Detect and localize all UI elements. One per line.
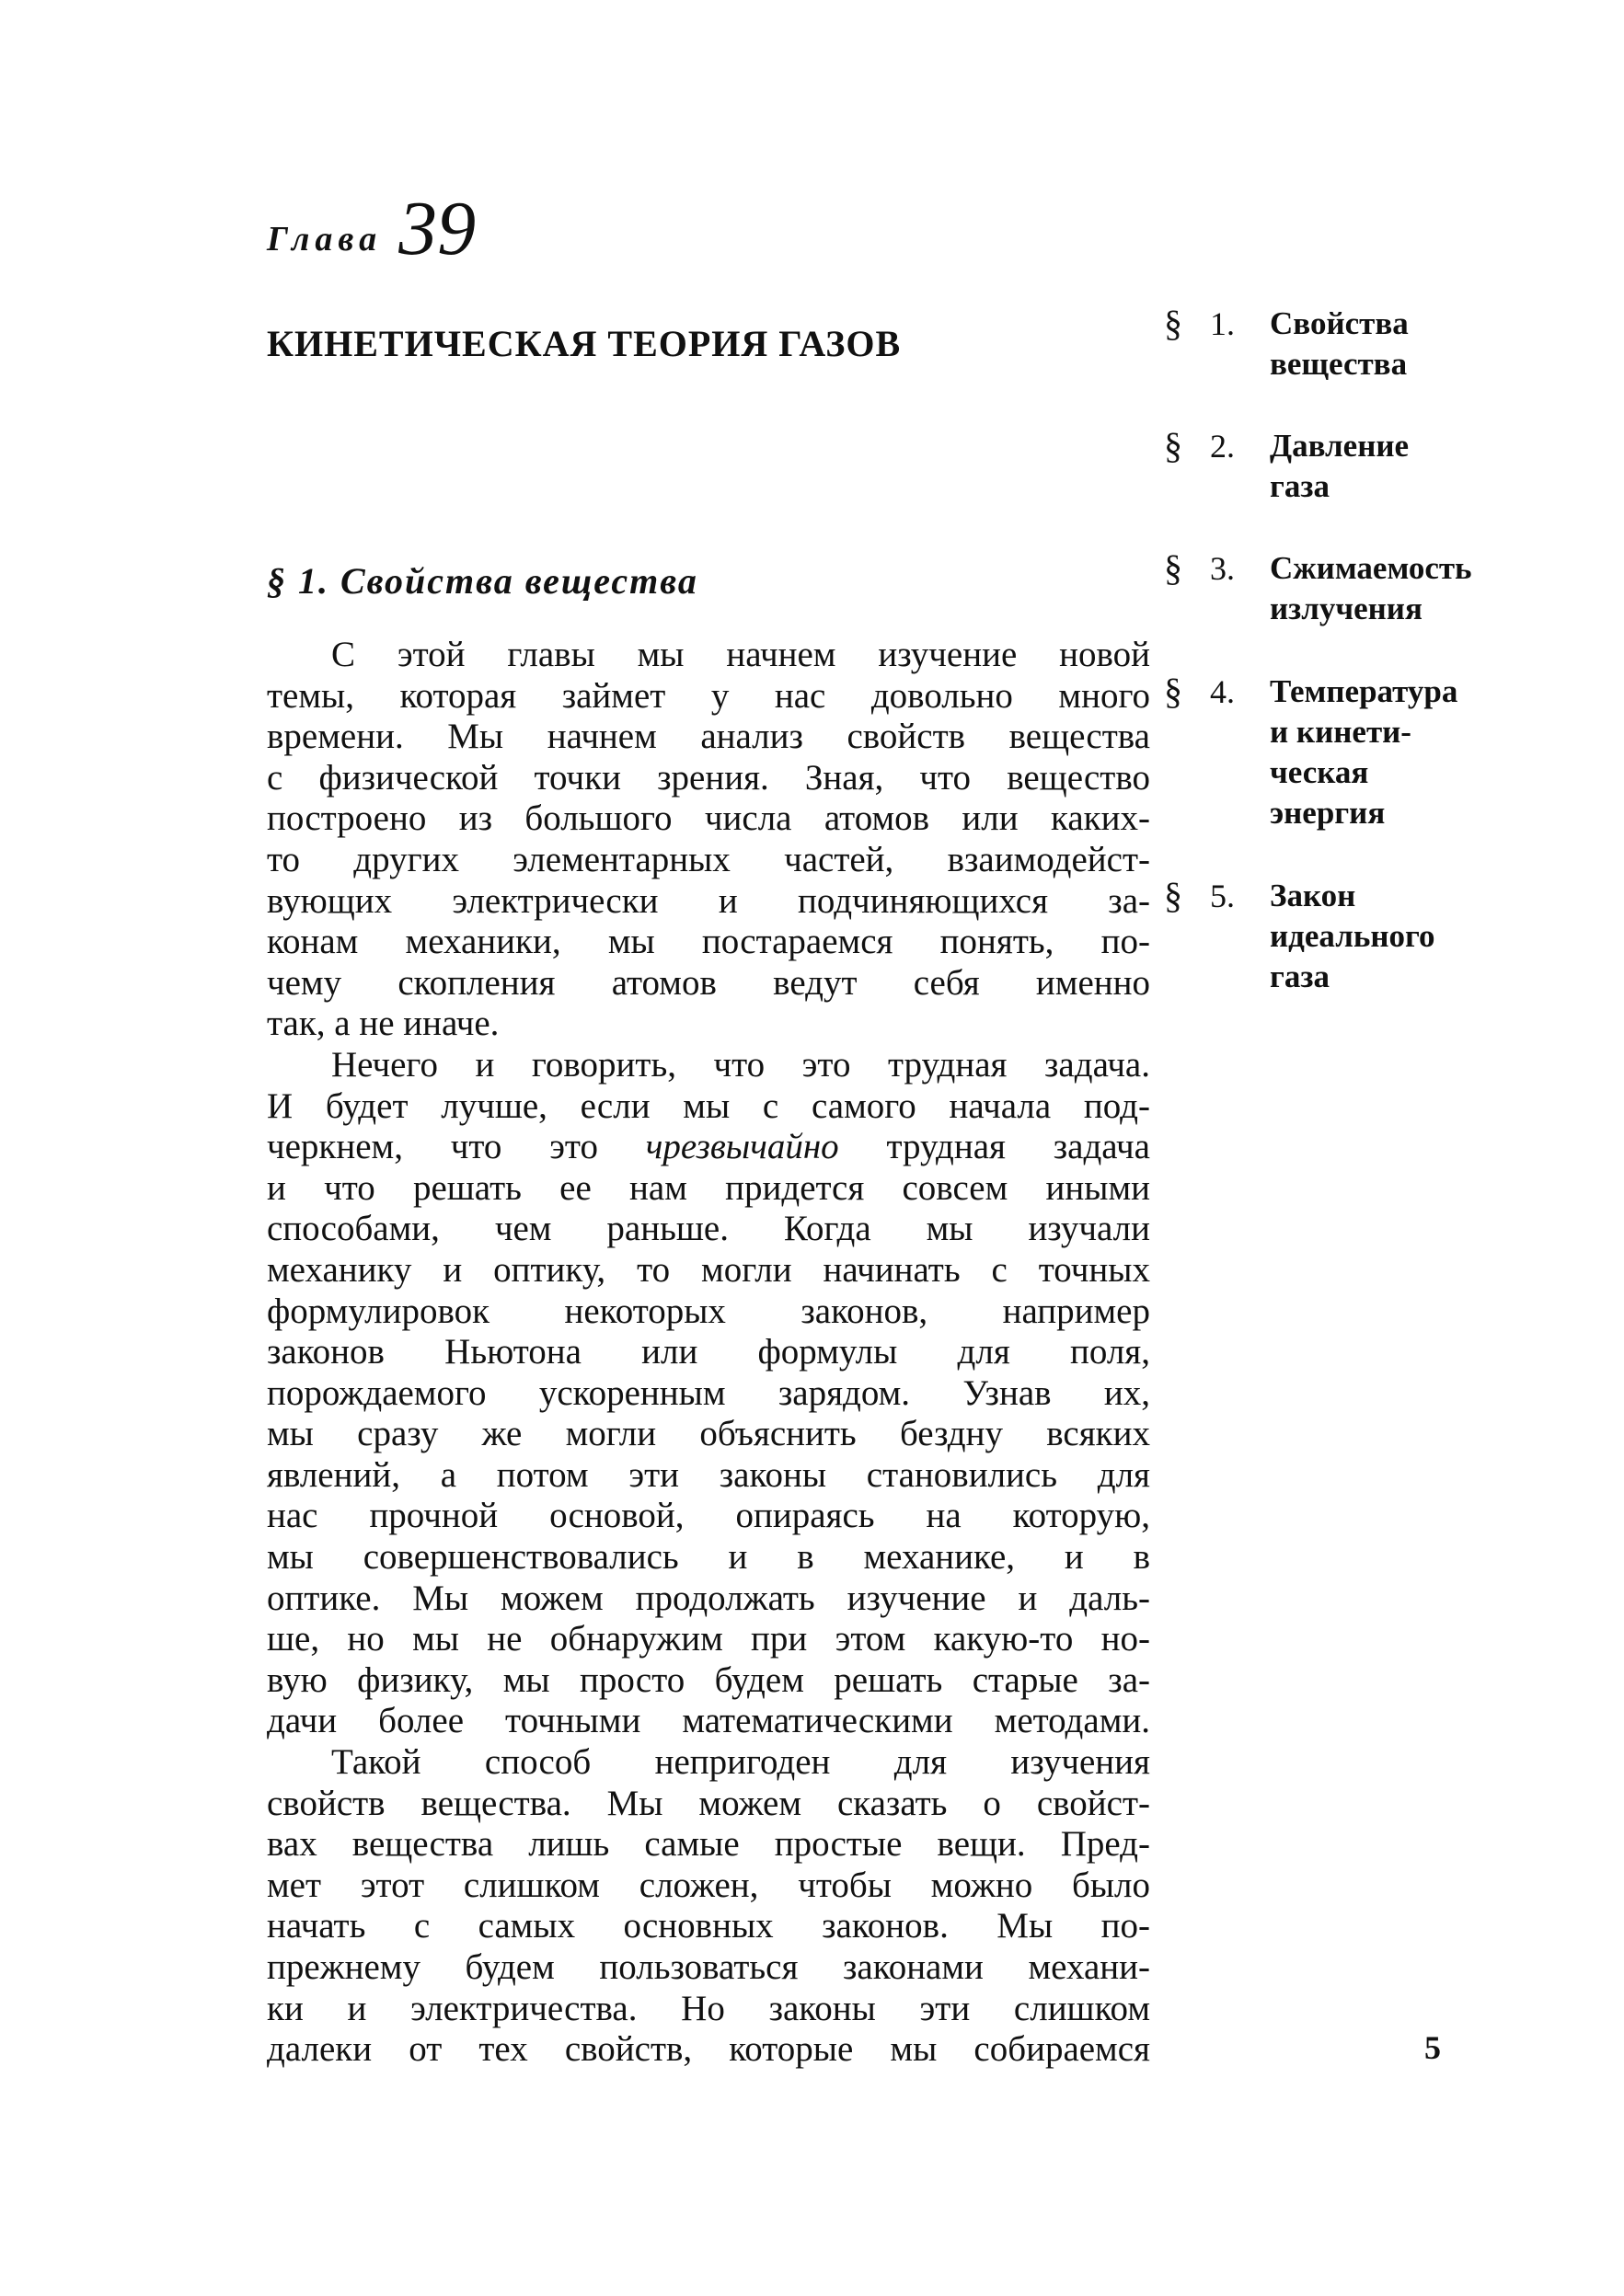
section-mark: § (1164, 875, 1182, 916)
section-heading: § 1. Свойства вещества (267, 560, 698, 602)
body-line: оптике. Мы можем продолжать изучение и даль- (267, 1578, 1150, 1618)
body-line: с физической точки зрения. Зная, что вещество (267, 757, 1150, 798)
body-line: и что решать ее нам придется совсем иными (267, 1167, 1150, 1208)
toc-number: 4. (1210, 673, 1235, 710)
body-line: вую физику, мы просто будем решать старые за- (267, 1659, 1150, 1700)
body-line: построено из большого числа атомов или каких- (267, 798, 1150, 839)
body-line: ки и электричества. Но законы эти слишком (267, 1988, 1150, 2028)
body-line: мет этот слишком сложен, чтобы можно было (267, 1865, 1150, 1905)
toc-number: 5. (1210, 878, 1235, 914)
body-text-fragment: трудная задача (838, 1127, 1150, 1167)
toc-title: Сжимаемость излучения (1270, 550, 1472, 626)
toc-title: Давление газа (1270, 428, 1410, 504)
body-line: нас прочной основой, опираясь на которую, (267, 1496, 1150, 1536)
toc-title: Свойства вещества (1270, 305, 1409, 382)
body-line: порождаемого ускоренным зарядом. Узнав их, (267, 1372, 1150, 1413)
body-line: Нечего и говорить, что это трудная задача. (331, 1044, 1150, 1085)
toc-title: Температура и кинети- ческая энергия (1270, 673, 1458, 831)
body-line: механику и оптику, то могли начинать с точных (267, 1249, 1150, 1290)
body-line: дачи более точными математическими методами. (267, 1701, 1150, 1741)
chapter-word: Глава (267, 220, 383, 258)
body-line: С этой главы мы начнем изучение новой (331, 635, 1150, 674)
section-mark: § (1164, 547, 1182, 589)
page-number: 5 (1424, 2029, 1441, 2066)
body-text-fragment: черкнем, что это (267, 1127, 646, 1167)
body-line: чему скопления атомов ведут себя именно (267, 962, 1150, 1003)
body-line: так, а не иначе. (267, 1004, 500, 1044)
body-line: то других элементарных частей, взаимодейст- (267, 839, 1150, 879)
body-text (267, 635, 1150, 2071)
body-line: И будет лучше, если мы с самого начала под- (267, 1085, 1150, 1126)
toc-number: 3. (1210, 550, 1235, 587)
body-line: свойств вещества. Мы можем сказать о свойст- (267, 1783, 1150, 1823)
body-line: формулировок некоторых законов, например (267, 1291, 1150, 1331)
emphasized-word: чрезвычайно (645, 1127, 839, 1167)
body-line: вах вещества лишь самые простые вещи. Пред- (267, 1824, 1150, 1865)
toc-number: 2. (1210, 428, 1235, 465)
toc-title: Закон идеального газа (1270, 878, 1435, 994)
body-line-emphasis (267, 1127, 1150, 1168)
body-line: прежнему будем пользоваться законами механи- (267, 1947, 1150, 1987)
body-line: мы сразу же могли объяснить бездну всяких (267, 1414, 1150, 1454)
body-line: явлений, а потом эти законы становились для (267, 1454, 1150, 1495)
section-mark: § (1164, 425, 1182, 466)
body-line: далеки от тех свойств, которые мы собираемся (267, 2029, 1150, 2070)
section-mark: § (1164, 303, 1182, 344)
chapter-title: КИНЕТИЧЕСКАЯ ТЕОРИЯ ГАЗОВ (267, 323, 902, 364)
toc-number: 1. (1210, 305, 1235, 342)
body-line: темы, которая займет у нас довольно много (267, 675, 1150, 716)
body-line: времени. Мы начнем анализ свойств вещества (267, 717, 1150, 757)
chapter-label (267, 184, 476, 273)
body-line: ше, но мы не обнаружим при этом какую-то но- (267, 1619, 1150, 1659)
section-mark: § (1164, 671, 1182, 712)
body-line: мы совершенствовались и в механике, и в (267, 1537, 1150, 1578)
chapter-number: 39 (398, 186, 477, 271)
body-line: вующих электрически и подчиняющихся за- (267, 880, 1150, 921)
body-line: начать с самых основных законов. Мы по- (267, 1906, 1150, 1946)
body-line: законов Ньютона или формулы для поля, (267, 1332, 1150, 1372)
body-line: конам механики, мы постараемся понять, по- (267, 922, 1150, 962)
body-line: Такой способ непригоден для изучения (331, 1742, 1150, 1783)
body-line: способами, чем раньше. Когда мы изучали (267, 1209, 1150, 1249)
